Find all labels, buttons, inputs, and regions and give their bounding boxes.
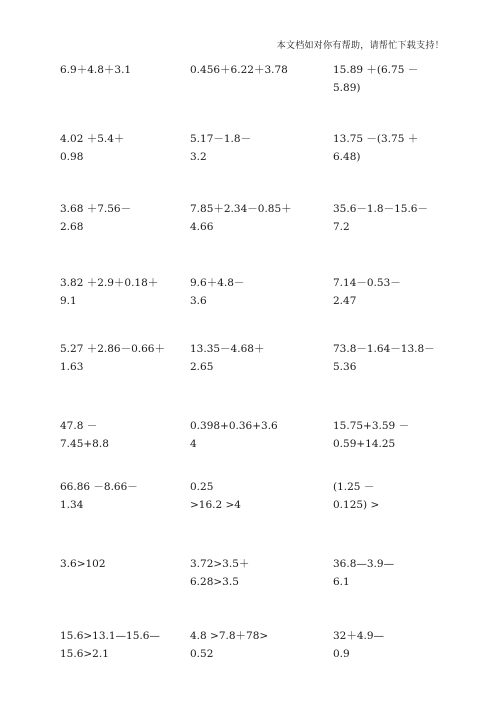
exercise-item xyxy=(60,200,210,236)
exercise-item xyxy=(190,61,340,79)
exercise-line: (1.25 － xyxy=(333,481,375,493)
exercise-line: 0.98 xyxy=(60,151,84,163)
exercise-item xyxy=(60,555,210,573)
exercise-line: 4 xyxy=(190,438,197,450)
exercise-line: 5.17－1.8－ xyxy=(190,133,252,145)
exercise-line: 9.6＋4.8－ xyxy=(190,277,245,289)
exercise-line: 32＋4.9— xyxy=(333,630,385,642)
exercise-line: 0.398+0.36+3.6 xyxy=(190,420,278,432)
exercise-line: 15.75+3.59 － xyxy=(333,420,410,432)
exercise-line: 7.85＋2.34－0.85＋ xyxy=(190,203,292,215)
exercise-line: 15.6>13.1—15.6— xyxy=(60,630,160,642)
exercise-item xyxy=(60,417,210,453)
exercise-item xyxy=(333,200,483,236)
exercise-line: 3.6>102 xyxy=(60,558,106,570)
exercise-line: 4.02 ＋5.4＋ xyxy=(60,133,125,145)
exercise-item xyxy=(333,130,483,166)
exercise-line: 47.8 － xyxy=(60,420,98,432)
exercise-line: 3.68 ＋7.56－ xyxy=(60,203,132,215)
exercise-item xyxy=(60,478,210,514)
exercise-line: 2.65 xyxy=(190,361,214,373)
exercise-line: 0.125) > xyxy=(333,499,380,511)
exercise-item xyxy=(190,274,340,310)
exercise-item xyxy=(333,627,483,663)
exercise-item xyxy=(333,61,483,97)
exercise-line: 1.63 xyxy=(60,361,84,373)
exercise-line: 4.66 xyxy=(190,221,214,233)
exercise-item xyxy=(60,130,210,166)
exercise-line: 5.36 xyxy=(333,361,357,373)
exercise-line: 3.82 ＋2.9＋0.18＋ xyxy=(60,277,159,289)
exercise-item xyxy=(190,627,340,663)
exercise-line: 5.89) xyxy=(333,82,361,94)
exercise-item xyxy=(60,340,210,376)
exercise-line: 6.48) xyxy=(333,151,361,163)
exercise-line: 9.1 xyxy=(60,295,77,307)
exercise-item xyxy=(190,340,340,376)
exercise-item xyxy=(190,200,340,236)
exercise-line: 6.1 xyxy=(333,576,350,588)
exercise-item xyxy=(60,627,210,663)
exercise-line: 3.2 xyxy=(190,151,207,163)
exercise-line: 2.68 xyxy=(60,221,84,233)
exercise-line: 7.14－0.53－ xyxy=(333,277,401,289)
exercise-line: 0.456＋6.22＋3.78 xyxy=(190,64,288,76)
exercise-item xyxy=(333,274,483,310)
page-header-note: 本文档如对你有帮助，请帮忙下载支持！ xyxy=(276,41,444,51)
exercise-item xyxy=(333,555,483,591)
exercise-item xyxy=(333,417,483,453)
exercise-line: 6.28>3.5 xyxy=(190,576,239,588)
exercise-line: 66.86 －8.66－ xyxy=(60,481,138,493)
exercise-line: 4.8 >7.8＋78> xyxy=(190,630,269,642)
exercise-line: 73.8－1.64－13.8－ xyxy=(333,343,435,355)
exercise-line: >16.2 >4 xyxy=(190,499,241,511)
exercise-item xyxy=(190,130,340,166)
exercise-item xyxy=(60,61,210,79)
exercise-item xyxy=(60,274,210,310)
exercise-item xyxy=(333,478,483,514)
exercise-item xyxy=(333,340,483,376)
exercise-line: 13.35－4.68＋ xyxy=(190,343,265,355)
exercise-item xyxy=(190,478,340,514)
exercise-line: 0.9 xyxy=(333,648,350,660)
exercise-line: 0.59+14.25 xyxy=(333,438,396,450)
exercise-line: 7.2 xyxy=(333,221,350,233)
exercise-line: 35.6－1.8－15.6－ xyxy=(333,203,428,215)
exercise-line: 36.8—3.9— xyxy=(333,558,395,570)
exercise-line: 6.9＋4.8＋3.1 xyxy=(60,64,132,76)
exercise-line: 13.75 －(3.75 ＋ xyxy=(333,133,419,145)
exercise-line: 5.27 ＋2.86－0.66＋ xyxy=(60,343,165,355)
exercise-line: 7.45+8.8 xyxy=(60,438,109,450)
exercise-line: 15.6>2.1 xyxy=(60,648,109,660)
exercise-line: 15.89 ＋(6.75 － xyxy=(333,64,419,76)
exercise-line: 0.25 xyxy=(190,481,214,493)
exercise-item xyxy=(190,555,340,591)
exercise-line: 3.6 xyxy=(190,295,207,307)
exercise-line: 2.47 xyxy=(333,295,357,307)
exercise-line: 1.34 xyxy=(60,499,84,511)
exercise-item xyxy=(190,417,340,453)
exercise-line: 3.72>3.5＋ xyxy=(190,558,250,570)
exercise-line: 0.52 xyxy=(190,648,214,660)
